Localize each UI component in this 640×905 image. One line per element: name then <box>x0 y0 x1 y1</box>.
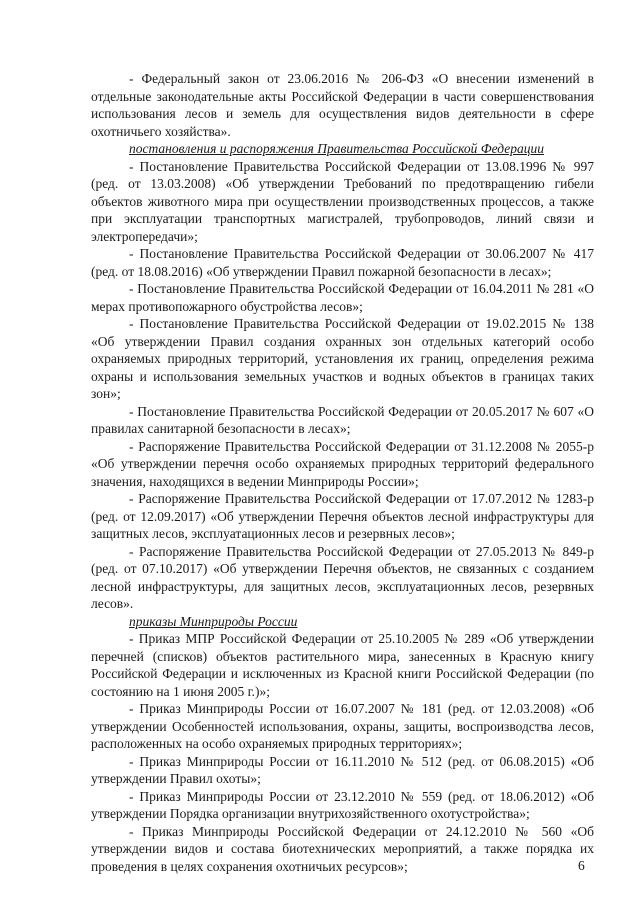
ministry-item: - Приказ Минприроды Российской Федерации от 24.12.2010 № 560 «Об утверждении видов и состава биотехнических мероприятий, а также порядка их проведения в целях сохранения охотничьих ресурсов»; <box>91 823 594 874</box>
government-item: - Постановление Правительства Российской Федерации от 19.02.2015 № 138 «Об утверждении Правил создания охранных зон отдельных категорий особо охраняемых природных территорий, установления их границ, определения режима охраны и использования земельных участков и водных объектов в границах таких зон»; <box>91 316 594 401</box>
ministry-item: - Приказ Минприроды России от 16.11.2010 № 512 (ред. от 06.08.2015) «Об утверждении Правил охоты»; <box>91 753 594 786</box>
page-number: 6 <box>578 858 585 873</box>
ministry-item: - Приказ Минприроды России от 23.12.2010 № 559 (ред. от 18.06.2012) «Об утверждении Порядка организации внутрихозяйственного охотустройства»; <box>91 788 594 821</box>
government-item: - Распоряжение Правительства Российской Федерации от 17.07.2012 № 1283-р (ред. от 12.09.2017) «Об утверждении Перечня объектов лесной инфраструктуры для защитных лесов, эксплуатационных лесов и резервных лесов»; <box>91 491 594 541</box>
government-section-heading: постановления и распоряжения Правительства Российской Федерации <box>129 141 545 156</box>
ministry-section-heading: приказы Минприроды России <box>129 613 298 629</box>
government-item: - Постановление Правительства Российской Федерации от 20.05.2017 № 607 «О правилах санитарной безопасности в лесах»; <box>91 403 594 436</box>
government-item: - Распоряжение Правительства Российской Федерации от 31.12.2008 № 2055-р «Об утверждении перечня особо охраняемых природных территорий федерального значения, находящихся в ведении Минприроды России»; <box>91 438 594 489</box>
ministry-item: - Приказ МПР Российской Федерации от 25.10.2005 № 289 «Об утверждении перечней (списков) объектов растительного мира, занесенных в Красную книгу Российской Федерации и исключенных из Красной книги Российской Федерации (по состоянию на 1 июня 2005 г.)»; <box>91 631 594 699</box>
document-page <box>91 70 594 875</box>
government-item: - Постановление Правительства Российской Федерации от 13.08.1996 № 997 (ред. от 13.03.2008) «Об утверждении Требований по предотвращению гибели объектов животного мира при осуществлении производственных процессов, а также при эксплуатации транспортных магистралей, трубопроводов, линий связи и электропередачи»; <box>91 158 594 244</box>
federal-law-item: - Федеральный закон от 23.06.2016 № 206-ФЗ «О внесении изменений в отдельные законодательные акты Российской Федерации в части совершенствования использования лесов и земель для осуществления видов деятельности в сфере охотничьего хозяйства». <box>91 71 594 139</box>
government-item: - Распоряжение Правительства Российской Федерации от 27.05.2013 № 849-р (ред. от 07.10.2017) «Об утверждении Перечня объектов, не связанных с созданием лесной инфраструктуры, для защитных лесов, эксплуатационных лесов, резервных лесов». <box>91 543 594 611</box>
ministry-item: - Приказ Минприроды России от 16.07.2007 № 181 (ред. от 12.03.2008) «Об утверждении Особенностей использования, охраны, защиты, воспроизводства лесов, расположенных на особо охраняемых природных территориях»; <box>91 701 594 751</box>
government-item: - Постановление Правительства Российской Федерации от 30.06.2007 № 417 (ред. от 18.08.2016) «Об утверждении Правил пожарной безопасности в лесах»; <box>91 246 594 279</box>
government-item: - Постановление Правительства Российской Федерации от 16.04.2011 № 281 «О мерах противопожарного обустройства лесов»; <box>91 281 594 314</box>
